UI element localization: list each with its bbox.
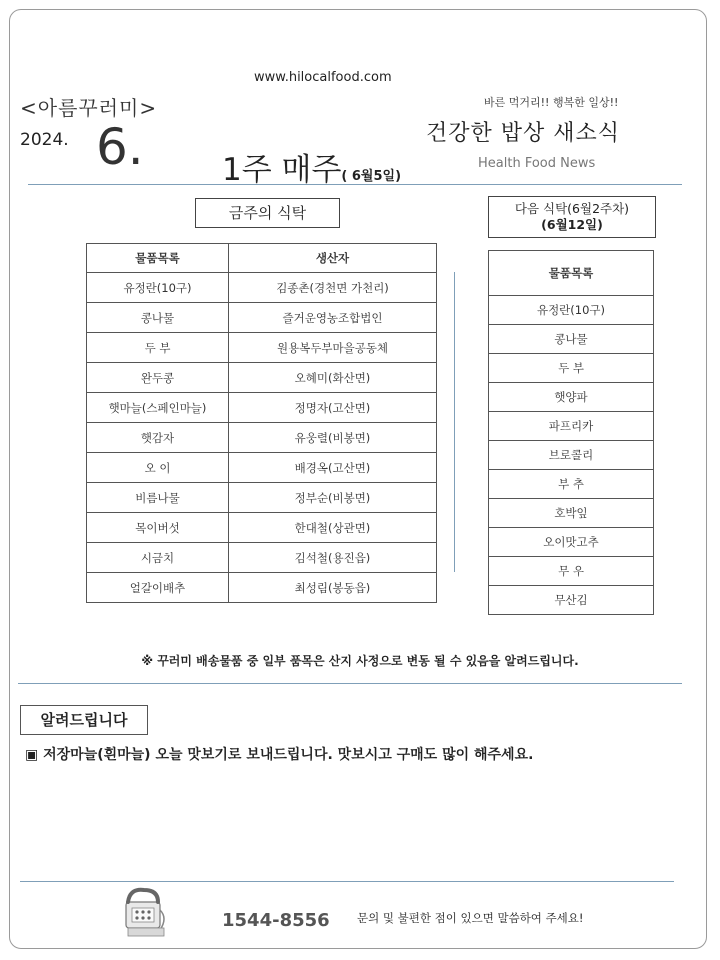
producer-cell: 유웅렬(비봉면) — [229, 423, 437, 453]
producer-cell: 오혜미(화산면) — [229, 363, 437, 393]
website-url[interactable]: www.hilocalfood.com — [254, 70, 392, 85]
table-row — [87, 363, 437, 393]
item-cell: 햇양파 — [489, 383, 654, 412]
contact-message: 문의 및 불편한 점이 있으면 말씀하여 주세요! — [357, 911, 584, 925]
table-row — [489, 470, 654, 499]
issue-year: 2024. — [20, 130, 69, 150]
item-cell: 두 부 — [87, 333, 229, 363]
table-row — [489, 499, 654, 528]
item-cell: 브로콜리 — [489, 441, 654, 470]
bottom-divider — [20, 881, 674, 882]
item-cell: 무 우 — [489, 557, 654, 586]
week-date: ( 6월5일) — [341, 169, 402, 184]
column-header-items: 물품목록 — [489, 251, 654, 296]
item-cell: 오이맛고추 — [489, 528, 654, 557]
this-week-label: 금주의 식탁 — [195, 198, 340, 228]
next-week-table — [488, 250, 654, 615]
slogan: 바른 먹거리!! 행복한 일상!! — [484, 96, 619, 109]
table-row — [87, 423, 437, 453]
table-row — [489, 441, 654, 470]
table-header-row — [87, 244, 437, 273]
column-divider — [454, 272, 455, 572]
table-row — [489, 383, 654, 412]
table-row — [489, 354, 654, 383]
table-row — [489, 325, 654, 354]
table-row — [87, 513, 437, 543]
table-row — [87, 453, 437, 483]
item-cell: 호박잎 — [489, 499, 654, 528]
item-cell: 완두콩 — [87, 363, 229, 393]
producer-cell: 정명자(고산면) — [229, 393, 437, 423]
announcement-message: ▣ 저장마늘(흰마늘) 오늘 맛보기로 보내드립니다. 맛보시고 구매도 많이 해주세요. — [25, 747, 534, 763]
telephone-icon — [122, 884, 172, 940]
table-row — [87, 393, 437, 423]
brand-name: <아름꾸러미> — [20, 96, 158, 120]
next-week-label-line1: 다음 식탁(6월2주차) — [514, 201, 630, 216]
producer-cell: 즐거운영농조합법인 — [229, 303, 437, 333]
item-cell: 유정란(10구) — [87, 273, 229, 303]
table-row — [489, 296, 654, 325]
top-divider — [28, 184, 682, 185]
this-week-table — [86, 243, 437, 603]
table-row — [489, 412, 654, 441]
table-row — [489, 528, 654, 557]
item-cell: 비름나물 — [87, 483, 229, 513]
table-header-row — [489, 251, 654, 296]
producer-cell: 김석철(용진읍) — [229, 543, 437, 573]
item-cell: 파프리카 — [489, 412, 654, 441]
table-row — [489, 557, 654, 586]
announcement-label: 알려드립니다 — [20, 705, 148, 735]
producer-cell: 김종촌(경천면 가천리) — [229, 273, 437, 303]
item-cell: 무산김 — [489, 586, 654, 615]
item-cell: 콩나물 — [489, 325, 654, 354]
next-week-label — [488, 196, 656, 238]
news-title: 건강한 밥상 새소식 — [426, 121, 621, 146]
middle-divider — [18, 683, 682, 684]
producer-cell: 최성림(봉동읍) — [229, 573, 437, 603]
item-cell: 유정란(10구) — [489, 296, 654, 325]
item-cell: 햇마늘(스페인마늘) — [87, 393, 229, 423]
news-subtitle: Health Food News — [478, 156, 596, 171]
table-row — [87, 543, 437, 573]
table-row — [87, 333, 437, 363]
item-cell: 햇감자 — [87, 423, 229, 453]
item-cell: 부 추 — [489, 470, 654, 499]
phone-number[interactable]: 1544-8556 — [222, 910, 330, 931]
table-row — [87, 483, 437, 513]
week-title — [222, 144, 401, 189]
producer-cell: 원용복두부마을공동체 — [229, 333, 437, 363]
item-cell: 콩나물 — [87, 303, 229, 333]
issue-month: 6. — [96, 118, 144, 176]
item-cell: 목이버섯 — [87, 513, 229, 543]
table-row — [87, 303, 437, 333]
item-cell: 얼갈이배추 — [87, 573, 229, 603]
substitution-notice: ※ 꾸러미 배송물품 중 일부 품목은 산지 사정으로 변동 될 수 있음을 알려드립니다. — [141, 654, 579, 668]
column-header-items: 물품목록 — [87, 244, 229, 273]
producer-cell: 정부순(비봉면) — [229, 483, 437, 513]
week-title-text: 1주 매주 — [222, 152, 342, 188]
table-row — [489, 586, 654, 615]
item-cell: 오 이 — [87, 453, 229, 483]
column-header-producer: 생산자 — [229, 244, 437, 273]
table-row — [87, 273, 437, 303]
producer-cell: 배경옥(고산면) — [229, 453, 437, 483]
next-week-label-line2: (6월12일) — [541, 217, 603, 232]
table-row — [87, 573, 437, 603]
item-cell: 시금치 — [87, 543, 229, 573]
producer-cell: 한대철(상관면) — [229, 513, 437, 543]
item-cell: 두 부 — [489, 354, 654, 383]
